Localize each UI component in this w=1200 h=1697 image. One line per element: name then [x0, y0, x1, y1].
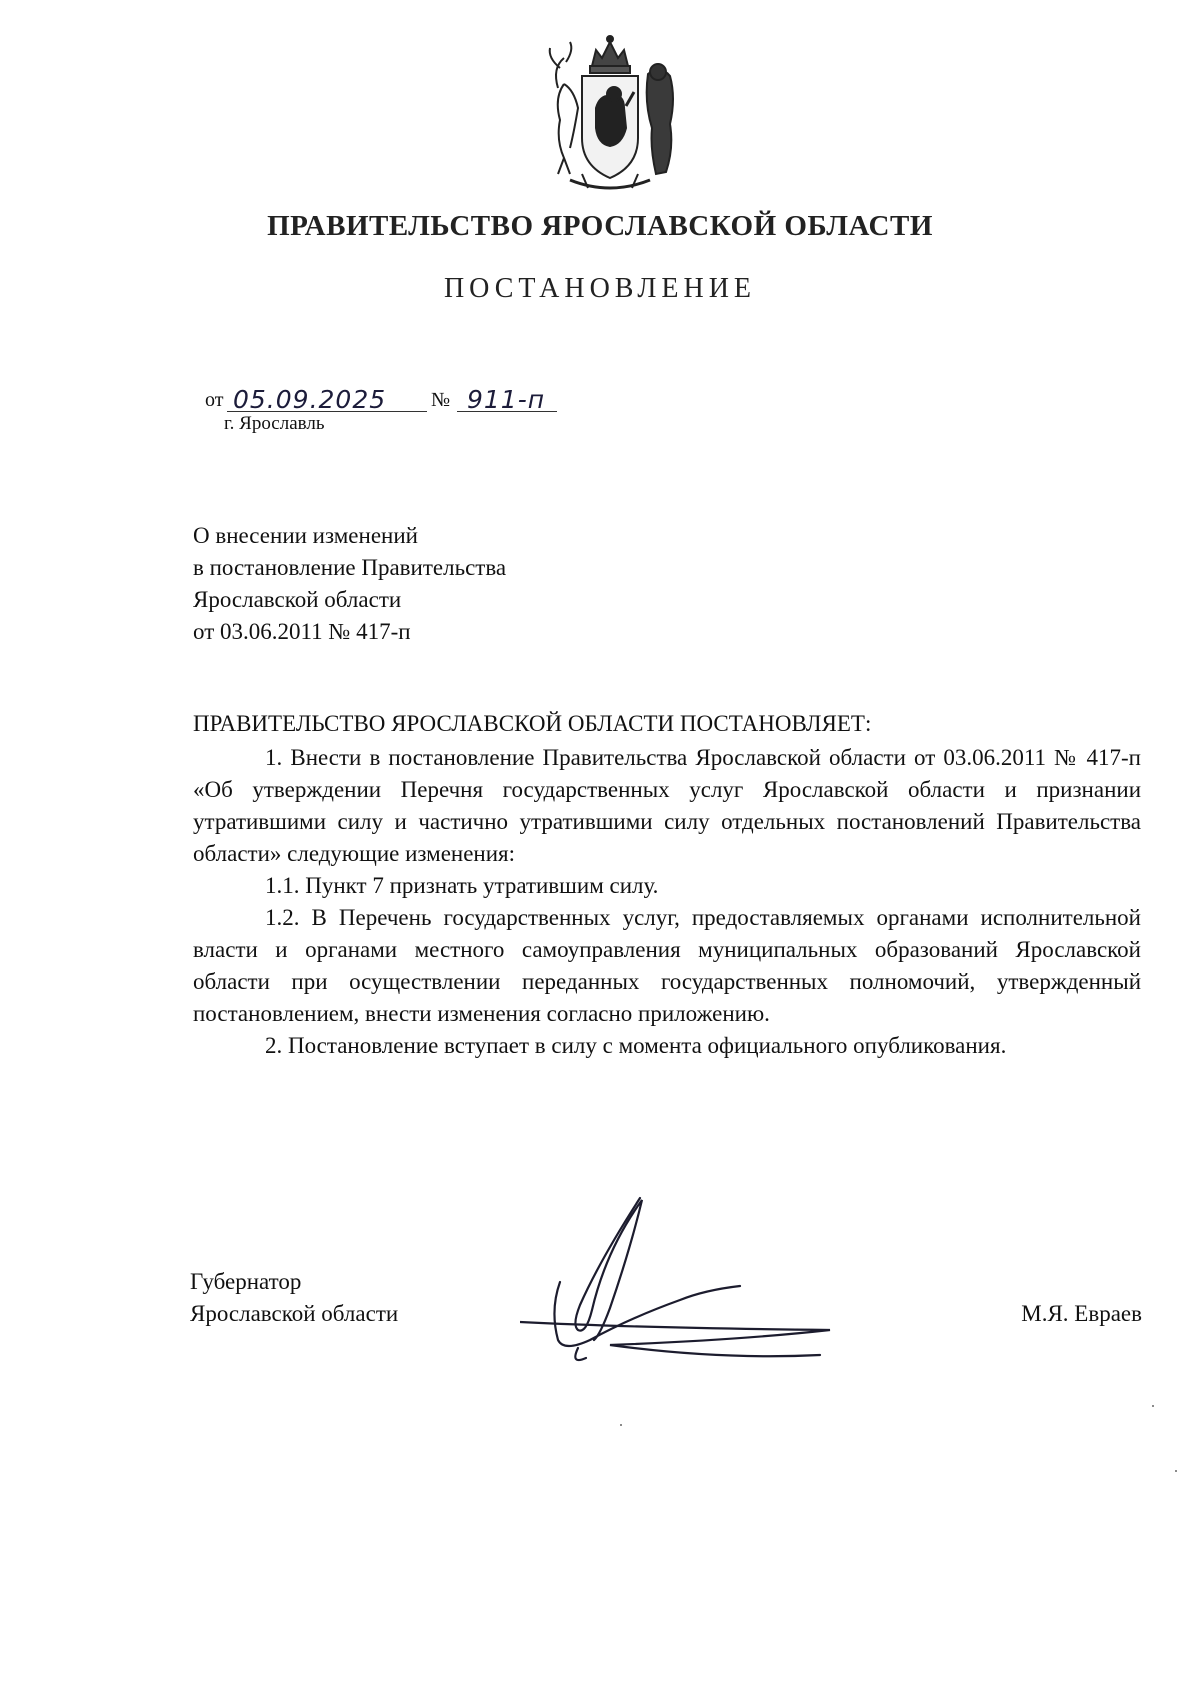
signatory-role	[190, 1266, 398, 1330]
city-label: г. Ярославль	[224, 413, 325, 434]
document-subject	[193, 520, 506, 648]
subject-line: Ярославской области	[193, 587, 402, 612]
document-type-title: ПОСТАНОВЛЕНИЕ	[443, 273, 757, 304]
subject-line: в постановление Правительства	[193, 555, 507, 580]
scan-speck	[1152, 1405, 1154, 1407]
paragraph-item-2: 2. Постановление вступает в силу с момента официального опубликования.	[265, 1033, 1007, 1058]
subject-line: от 03.06.2011 № 417-п	[193, 619, 411, 644]
document-body	[193, 708, 1141, 1062]
scan-speck	[1175, 1470, 1177, 1472]
paragraph-item-1: 1. Внести в постановление Правительства Ярославской области от 03.06.2011 № 417-п «Об утверждении Перечня государственных услуг Ярославской области и признании утратившими силу и частично утратившими силу отдельных постановлений Правительства области» следующие изменения:	[193, 745, 1141, 866]
signatory-name: М.Я. Евраев	[1021, 1301, 1142, 1326]
date-prefix: от	[205, 389, 224, 411]
subject-line: О внесении изменений	[193, 523, 418, 548]
signatory-role-line: Ярославской области	[190, 1301, 399, 1326]
number-prefix: №	[431, 389, 451, 411]
document-number: 911-п	[467, 385, 546, 414]
scan-speck	[620, 1424, 622, 1426]
document-date: 05.09.2025	[233, 385, 387, 414]
signatory-role-line: Губернатор	[190, 1269, 302, 1294]
handwritten-signature-icon	[520, 1190, 910, 1380]
paragraph-item-1-2: 1.2. В Перечень государственных услуг, предоставляемых органами исполнительной власти и органами местного самоуправления муниципальных образований Ярославской области при осуществлении переданных государственных полномочий, утвержденный постановлением, внести изменения согласно приложению.	[193, 905, 1141, 1026]
coat-of-arms-icon	[530, 28, 690, 198]
paragraph-item-1-1: 1.1. Пункт 7 признать утратившим силу.	[265, 873, 659, 898]
resolution-heading: ПРАВИТЕЛЬСТВО ЯРОСЛАВСКОЙ ОБЛАСТИ ПОСТАНОВЛЯЕТ:	[193, 711, 872, 736]
government-title: ПРАВИТЕЛЬСТВО ЯРОСЛАВСКОЙ ОБЛАСТИ	[267, 210, 933, 242]
